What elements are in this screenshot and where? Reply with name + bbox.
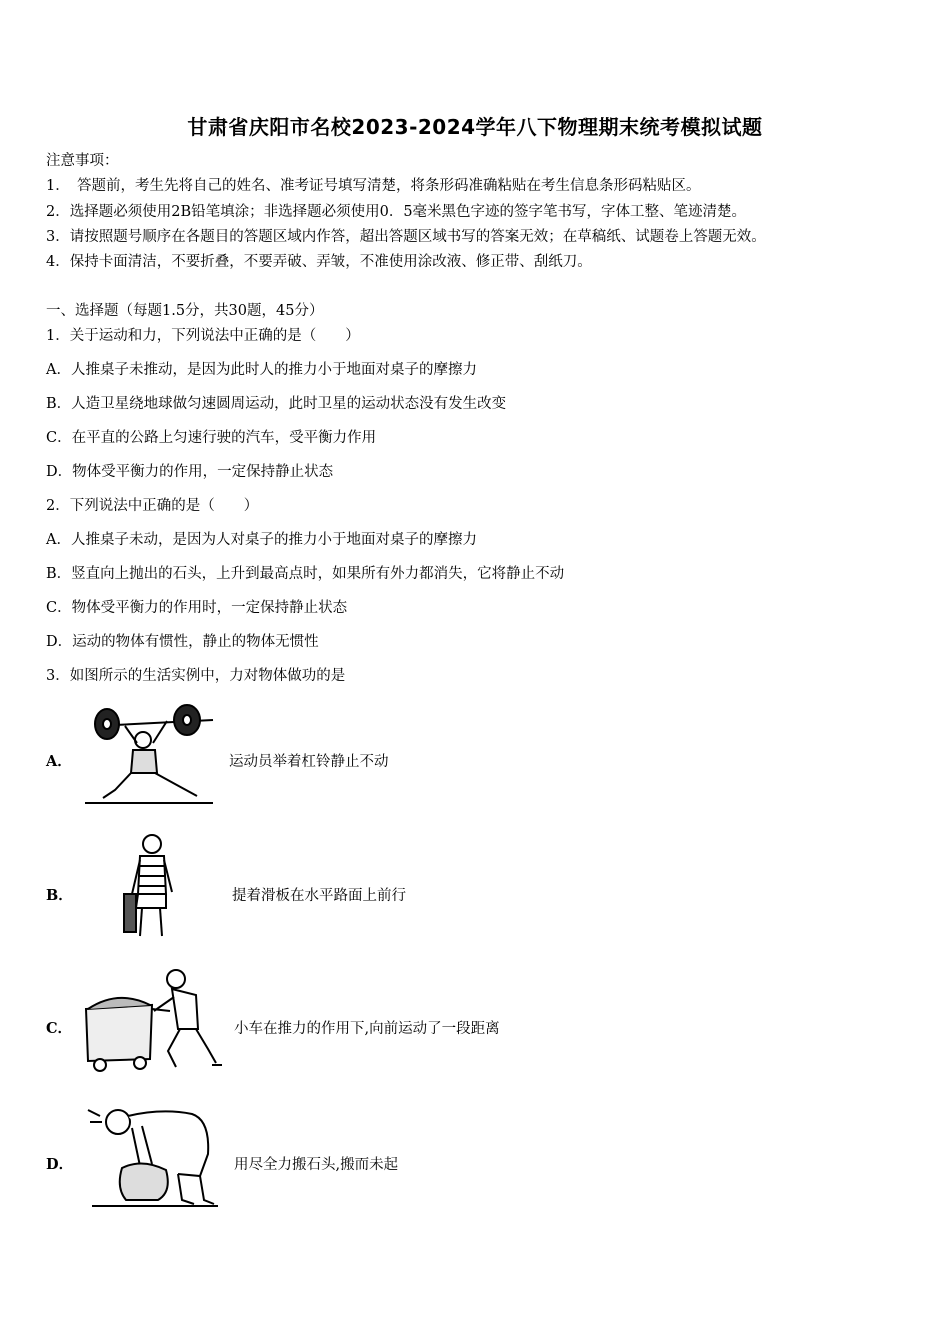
notice-item: 2．选择题必须使用2B铅笔填涂；非选择题必须使用0．5毫米黑色字迹的签字笔书写，字体工整、笔迹清楚。 — [46, 204, 747, 220]
notice-item: 3．请按照题号顺序在各题目的答题区域内作答，超出答题区域书写的答案无效；在草稿纸、试题卷上答题无效。 — [46, 229, 766, 245]
option-d: D．运动的物体有惯性，静止的物体无惯性 — [46, 634, 319, 650]
cart-pusher-illustration — [78, 965, 228, 1075]
option-a-text: 运动员举着杠铃静止不动 — [229, 754, 389, 770]
page-title: 甘肃省庆阳市名校2023-2024学年八下物理期末统考模拟试题 — [187, 115, 763, 139]
option-c: C．在平直的公路上匀速行驶的汽车，受平衡力作用 — [46, 430, 377, 446]
notice-heading: 注意事项： — [46, 153, 119, 169]
option-b-text: 提着滑板在水平路面上前行 — [232, 888, 406, 904]
option-c-text: 小车在推力的作用下,向前运动了一段距离 — [234, 1021, 500, 1037]
question-stem: 1．关于运动和力，下列说法中正确的是（ ） — [46, 328, 360, 344]
option-a: A．人推桌子未动，是因为人对桌子的推力小于地面对桌子的摩擦力 — [46, 532, 477, 548]
notice-item: 4．保持卡面清洁，不要折叠，不要弄破、弄皱，不准使用涂改液、修正带、刮纸刀。 — [46, 254, 592, 270]
section-heading: 一、选择题（每题1.5分，共30题，45分） — [46, 303, 324, 319]
question-stem: 2．下列说法中正确的是（ ） — [46, 498, 259, 514]
option-d-text: 用尽全力搬石头,搬而未起 — [234, 1157, 399, 1173]
rock-lifter-illustration — [82, 1100, 222, 1212]
weightlifter-illustration — [85, 698, 220, 808]
option-b: B．竖直向上抛出的石头，上升到最高点时，如果所有外力都消失，它将静止不动 — [46, 566, 565, 582]
option-c-letter: C． — [46, 1020, 73, 1037]
option-b-letter: B． — [46, 887, 73, 904]
option-a-letter: A． — [46, 753, 72, 770]
option-b: B．人造卫星绕地球做匀速圆周运动，此时卫星的运动状态没有发生改变 — [46, 396, 507, 412]
notice-item: 1． 答题前，考生先将自己的姓名、准考证号填写清楚，将条形码准确粘贴在考生信息条形码粘贴区。 — [46, 178, 701, 194]
option-d: D．物体受平衡力的作用，一定保持静止状态 — [46, 464, 334, 480]
skateboard-carrier-illustration — [120, 832, 180, 942]
question-stem: 3．如图所示的生活实例中，力对物体做功的是 — [46, 668, 346, 684]
option-a: A．人推桌子未推动，是因为此时人的推力小于地面对桌子的摩擦力 — [46, 362, 477, 378]
option-d-letter: D． — [46, 1156, 74, 1173]
option-c: C．物体受平衡力的作用时，一定保持静止状态 — [46, 600, 348, 616]
